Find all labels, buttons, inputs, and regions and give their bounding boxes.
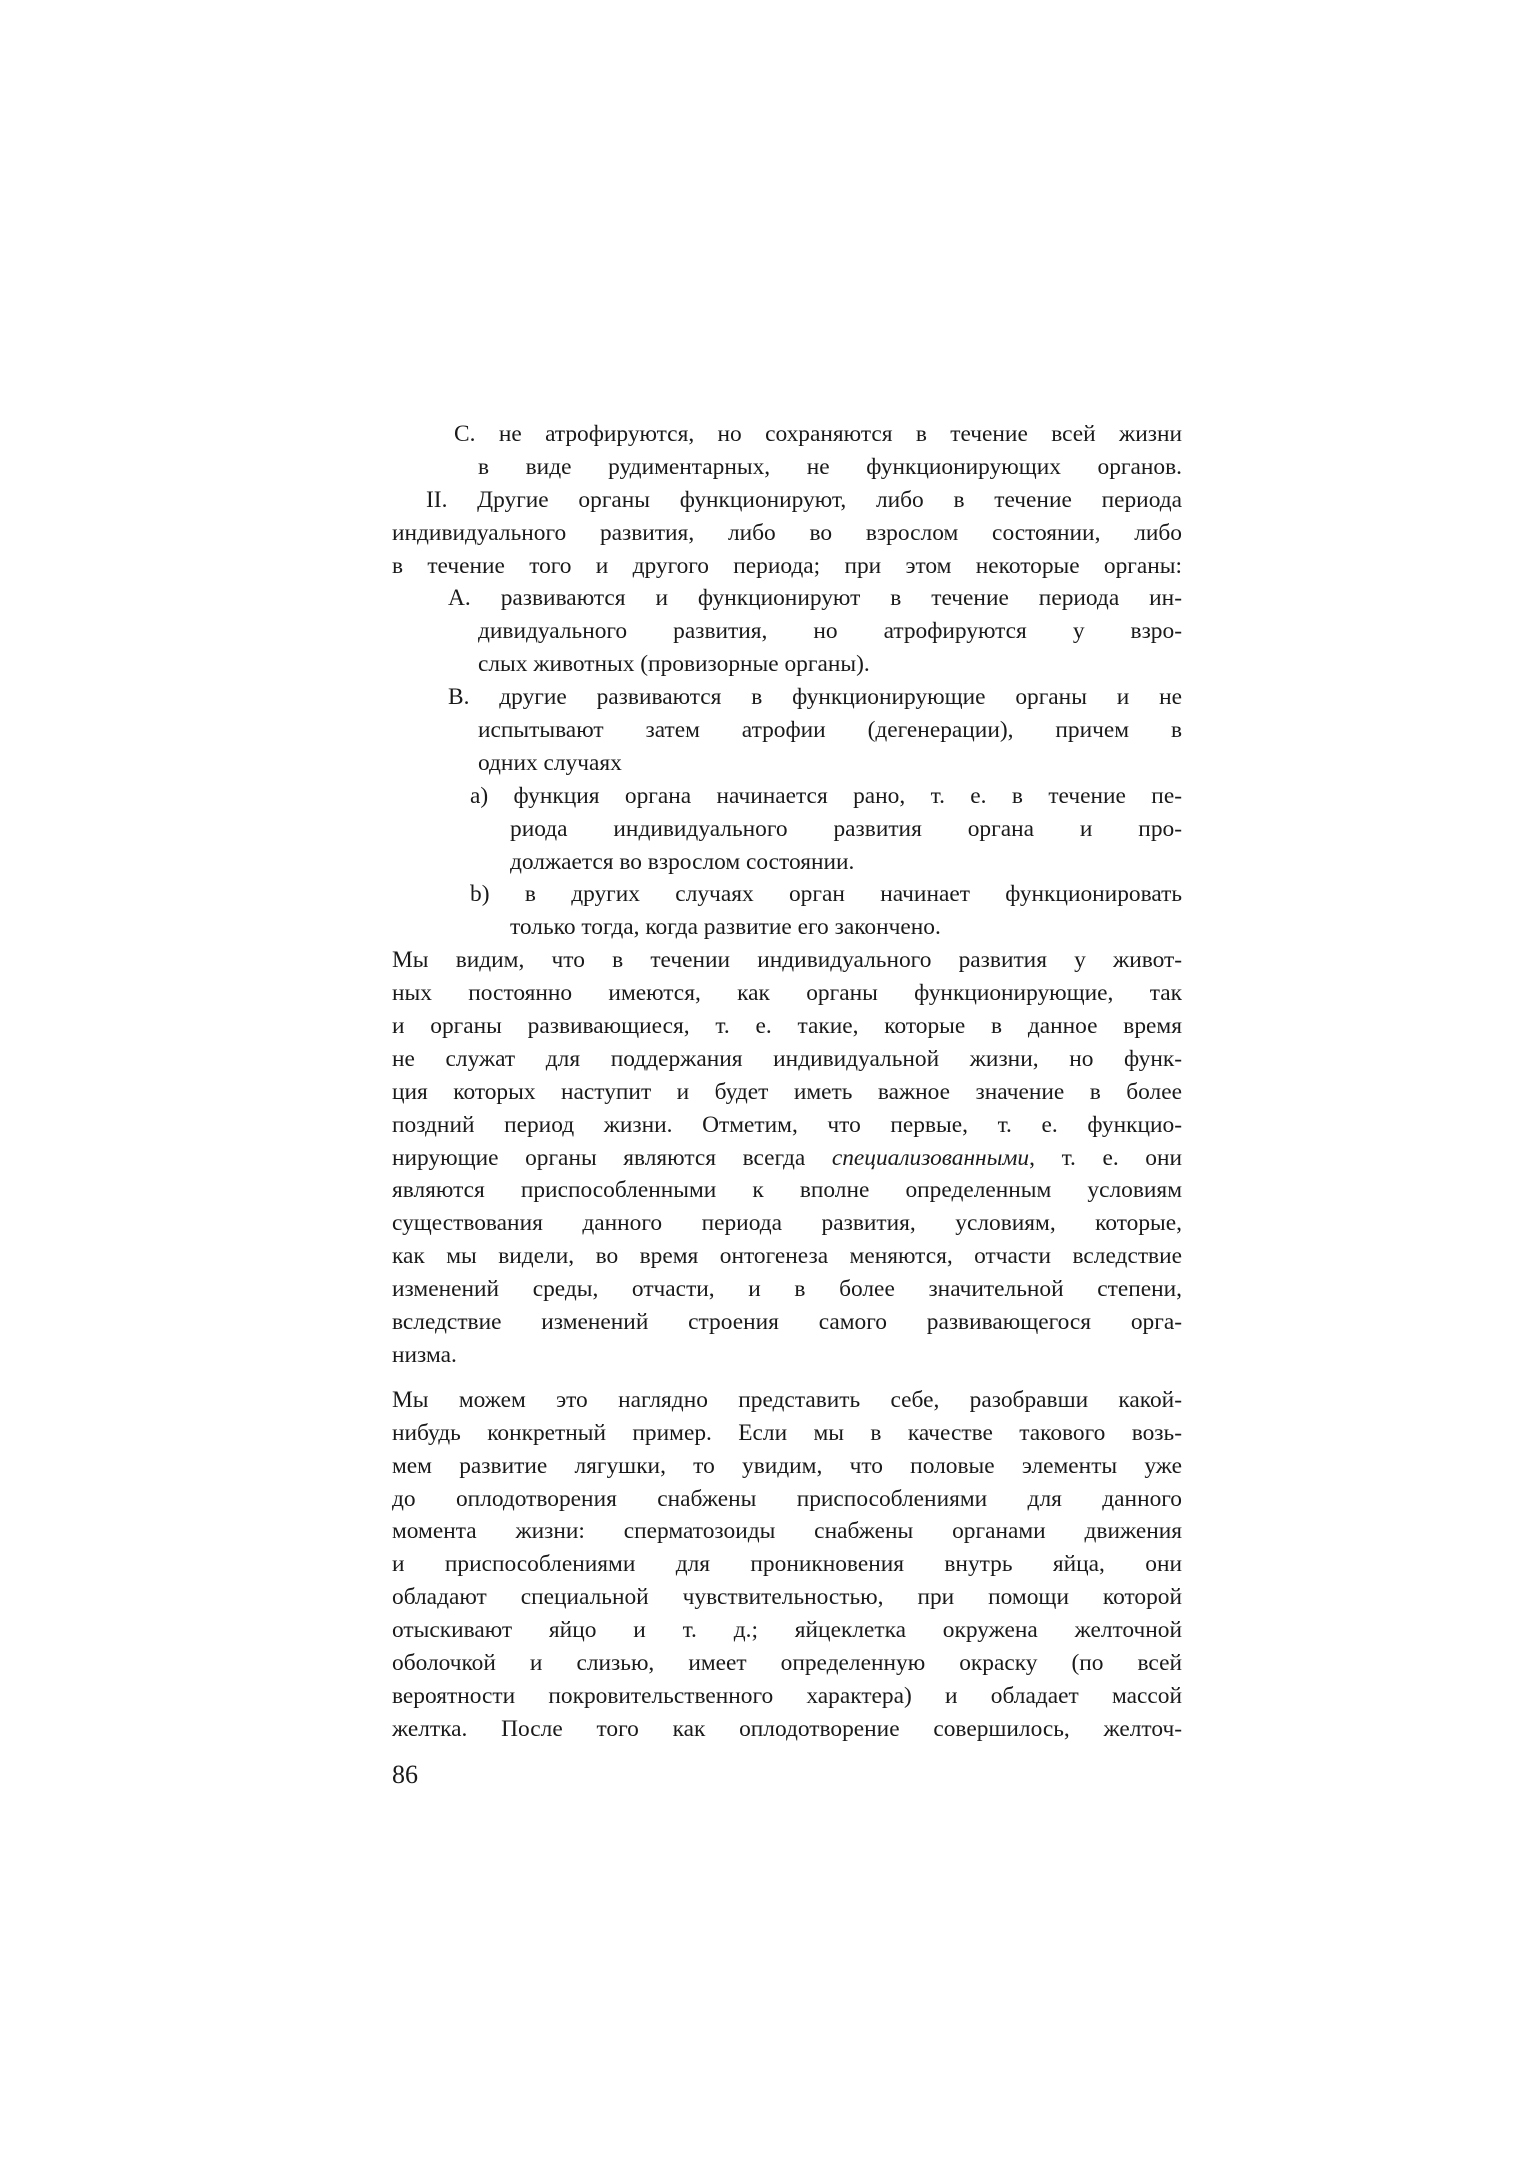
text-line: желтка. После того как оплодотворение совершилось, желточ- [392,1715,1182,1742]
text-line: вероятности покровительственного характера) и обладает массой [392,1682,1182,1709]
text-line: дивидуального развития, но атрофируются у взро- [478,618,1182,645]
text-line: оболочкой и слизью, имеет определенную окраску (по всей [392,1649,1182,1676]
text-line: не служат для поддержания индивидуальной жизни, но функ- [392,1045,1182,1072]
text-line [392,1142,1182,1175]
text-line: a) функция органа начинается рано, т. е. в течение пе- [470,782,1182,809]
text-line: и органы развивающиеся, т. е. такие, которые в данное время [392,1013,1182,1040]
text-line: низма. [392,1341,457,1368]
text-line: слых животных (провизорные органы). [478,651,870,678]
text-line: b) в других случаях орган начинает функционировать [470,881,1182,908]
text-line: только тогда, когда развитие его закончено. [510,914,941,941]
text-line: Мы видим, что в течении индивидуального развития у живот- [392,947,1182,974]
text-line: мем развитие лягушки, то увидим, что половые элементы уже [392,1452,1182,1479]
text-line: Мы можем это наглядно представить себе, разобравши какой- [392,1386,1182,1413]
text-line: отыскивают яйцо и т. д.; яйцеклетка окружена желточной [392,1617,1182,1644]
text-line: до оплодотворения снабжены приспособлениями для данного [392,1485,1182,1512]
text-line: одних случаях [478,749,622,776]
text-line: в течение того и другого периода; при этом некоторые органы: [392,552,1182,579]
text-line: вследствие изменений строения самого развивающегося орга- [392,1309,1182,1336]
text-line: ция которых наступит и будет иметь важное значение в более [392,1078,1182,1105]
text-fragment: , т. е. они [1029,1144,1182,1171]
text-line: должается во взрослом состоянии. [510,848,855,875]
text-line: ных постоянно имеются, как органы функционирующие, так [392,980,1182,1007]
text-line: и приспособлениями для проникновения внутрь яйца, они [392,1551,1182,1578]
body-text [392,418,1182,1746]
text-fragment: нирующие органы являются всегда [392,1144,832,1171]
page-number: 86 [392,1760,418,1789]
text-line: II. Другие органы функционируют, либо в течение периода [426,486,1182,513]
text-line: нибудь конкретный пример. Если мы в качестве такового возь- [392,1419,1182,1446]
text-line: испытывают затем атрофии (дегенерации), причем в [478,717,1182,744]
text-line: A. развиваются и функционируют в течение периода ин- [448,585,1182,612]
text-line: момента жизни: сперматозоиды снабжены органами движения [392,1518,1182,1545]
text-line: как мы видели, во время онтогенеза меняются, отчасти вследствие [392,1243,1182,1270]
paragraph-gap [392,1372,1182,1384]
text-line: C. не атрофируются, но сохраняются в течение всей жизни [454,421,1182,447]
text-line: существования данного периода развития, условиям, которые, [392,1210,1182,1237]
emphasized-term: специализованными [831,1144,1030,1171]
text-line: являются приспособленными к вполне определенным условиям [392,1177,1182,1204]
text-line: поздний период жизни. Отметим, что первые, т. е. функцио- [392,1111,1182,1138]
text-line: B. другие развиваются в функционирующие органы и не [448,684,1182,711]
text-line: риода индивидуального развития органа и про- [510,815,1182,842]
text-line: индивидуального развития, либо во взрослом состоянии, либо [392,519,1182,546]
text-line: обладают специальной чувствительностью, при помощи которой [392,1584,1182,1611]
text-line: в виде рудиментарных, не функционирующих органов. [478,453,1182,480]
text-line: изменений среды, отчасти, и в более значительной степени, [392,1276,1182,1303]
